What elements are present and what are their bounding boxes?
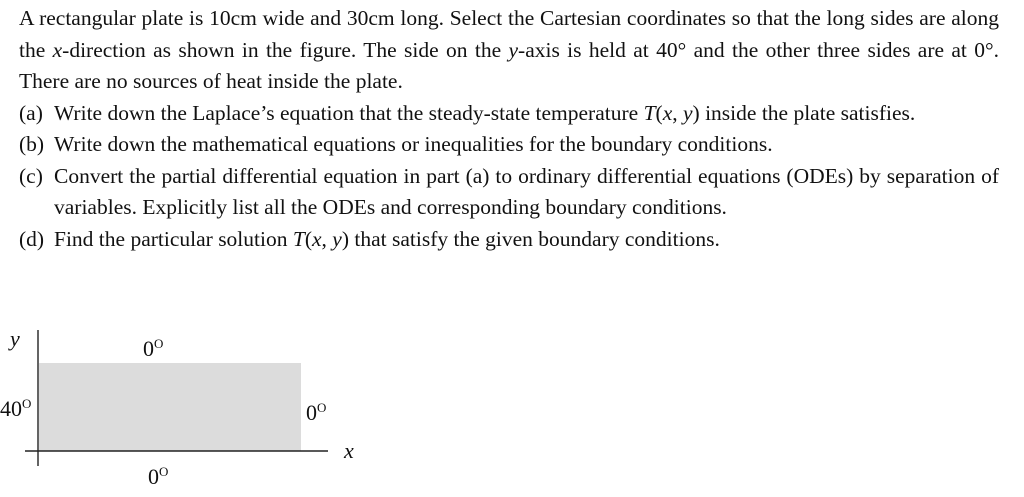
problem-statement — [19, 3, 999, 255]
right-side-degree-mark: O — [317, 400, 327, 415]
left-side-temp-value: 40 — [0, 396, 22, 421]
part-b — [19, 129, 999, 161]
top-side-temp-label — [143, 336, 163, 361]
problem-parts — [19, 98, 999, 256]
plate-rectangle — [39, 363, 301, 451]
bottom-side-degree-mark: O — [159, 464, 169, 479]
part-d-text: Find the particular solution T(x, y) that satisfy the given boundary conditions. — [54, 226, 720, 251]
left-side-degree-mark: O — [22, 396, 32, 411]
bottom-side-temp-value: 0 — [148, 464, 159, 489]
part-a-text: Write down the Laplace’s equation that the steady-state temperature T(x, y) inside the plate satisfies. — [54, 100, 916, 125]
top-side-temp-value: 0 — [143, 336, 154, 361]
part-a-label: (a) — [19, 100, 43, 125]
left-side-temp-label — [0, 396, 31, 421]
part-d-label: (d) — [19, 226, 45, 251]
y-axis-label: y — [10, 326, 20, 351]
part-c-label: (c) — [19, 163, 43, 188]
part-a — [19, 98, 999, 130]
problem-intro: A rectangular plate is 10cm wide and 30cm long. Select the Cartesian coordinates so that the long sides are along the x-direction as shown in the figure. The side on the y-axis is held at 40° and the other three sides are at 0°. There are no sources of heat inside the plate. — [19, 6, 999, 93]
x-axis-label: x — [344, 438, 354, 463]
right-side-temp-label — [306, 400, 326, 425]
part-b-text: Write down the mathematical equations or inequalities for the boundary conditions. — [54, 132, 773, 156]
part-c-text: Convert the partial differential equation in part (a) to ordinary differential equations (ODEs) by separation of variables. Explicitly list all the ODEs and corresponding boundary conditions. — [54, 163, 999, 219]
plate-figure — [0, 318, 380, 497]
part-b-label: (b) — [19, 132, 45, 156]
top-side-degree-mark: O — [154, 336, 164, 351]
part-d — [19, 224, 999, 256]
part-c — [19, 161, 999, 224]
bottom-side-temp-label — [148, 464, 168, 489]
right-side-temp-value: 0 — [306, 400, 317, 425]
